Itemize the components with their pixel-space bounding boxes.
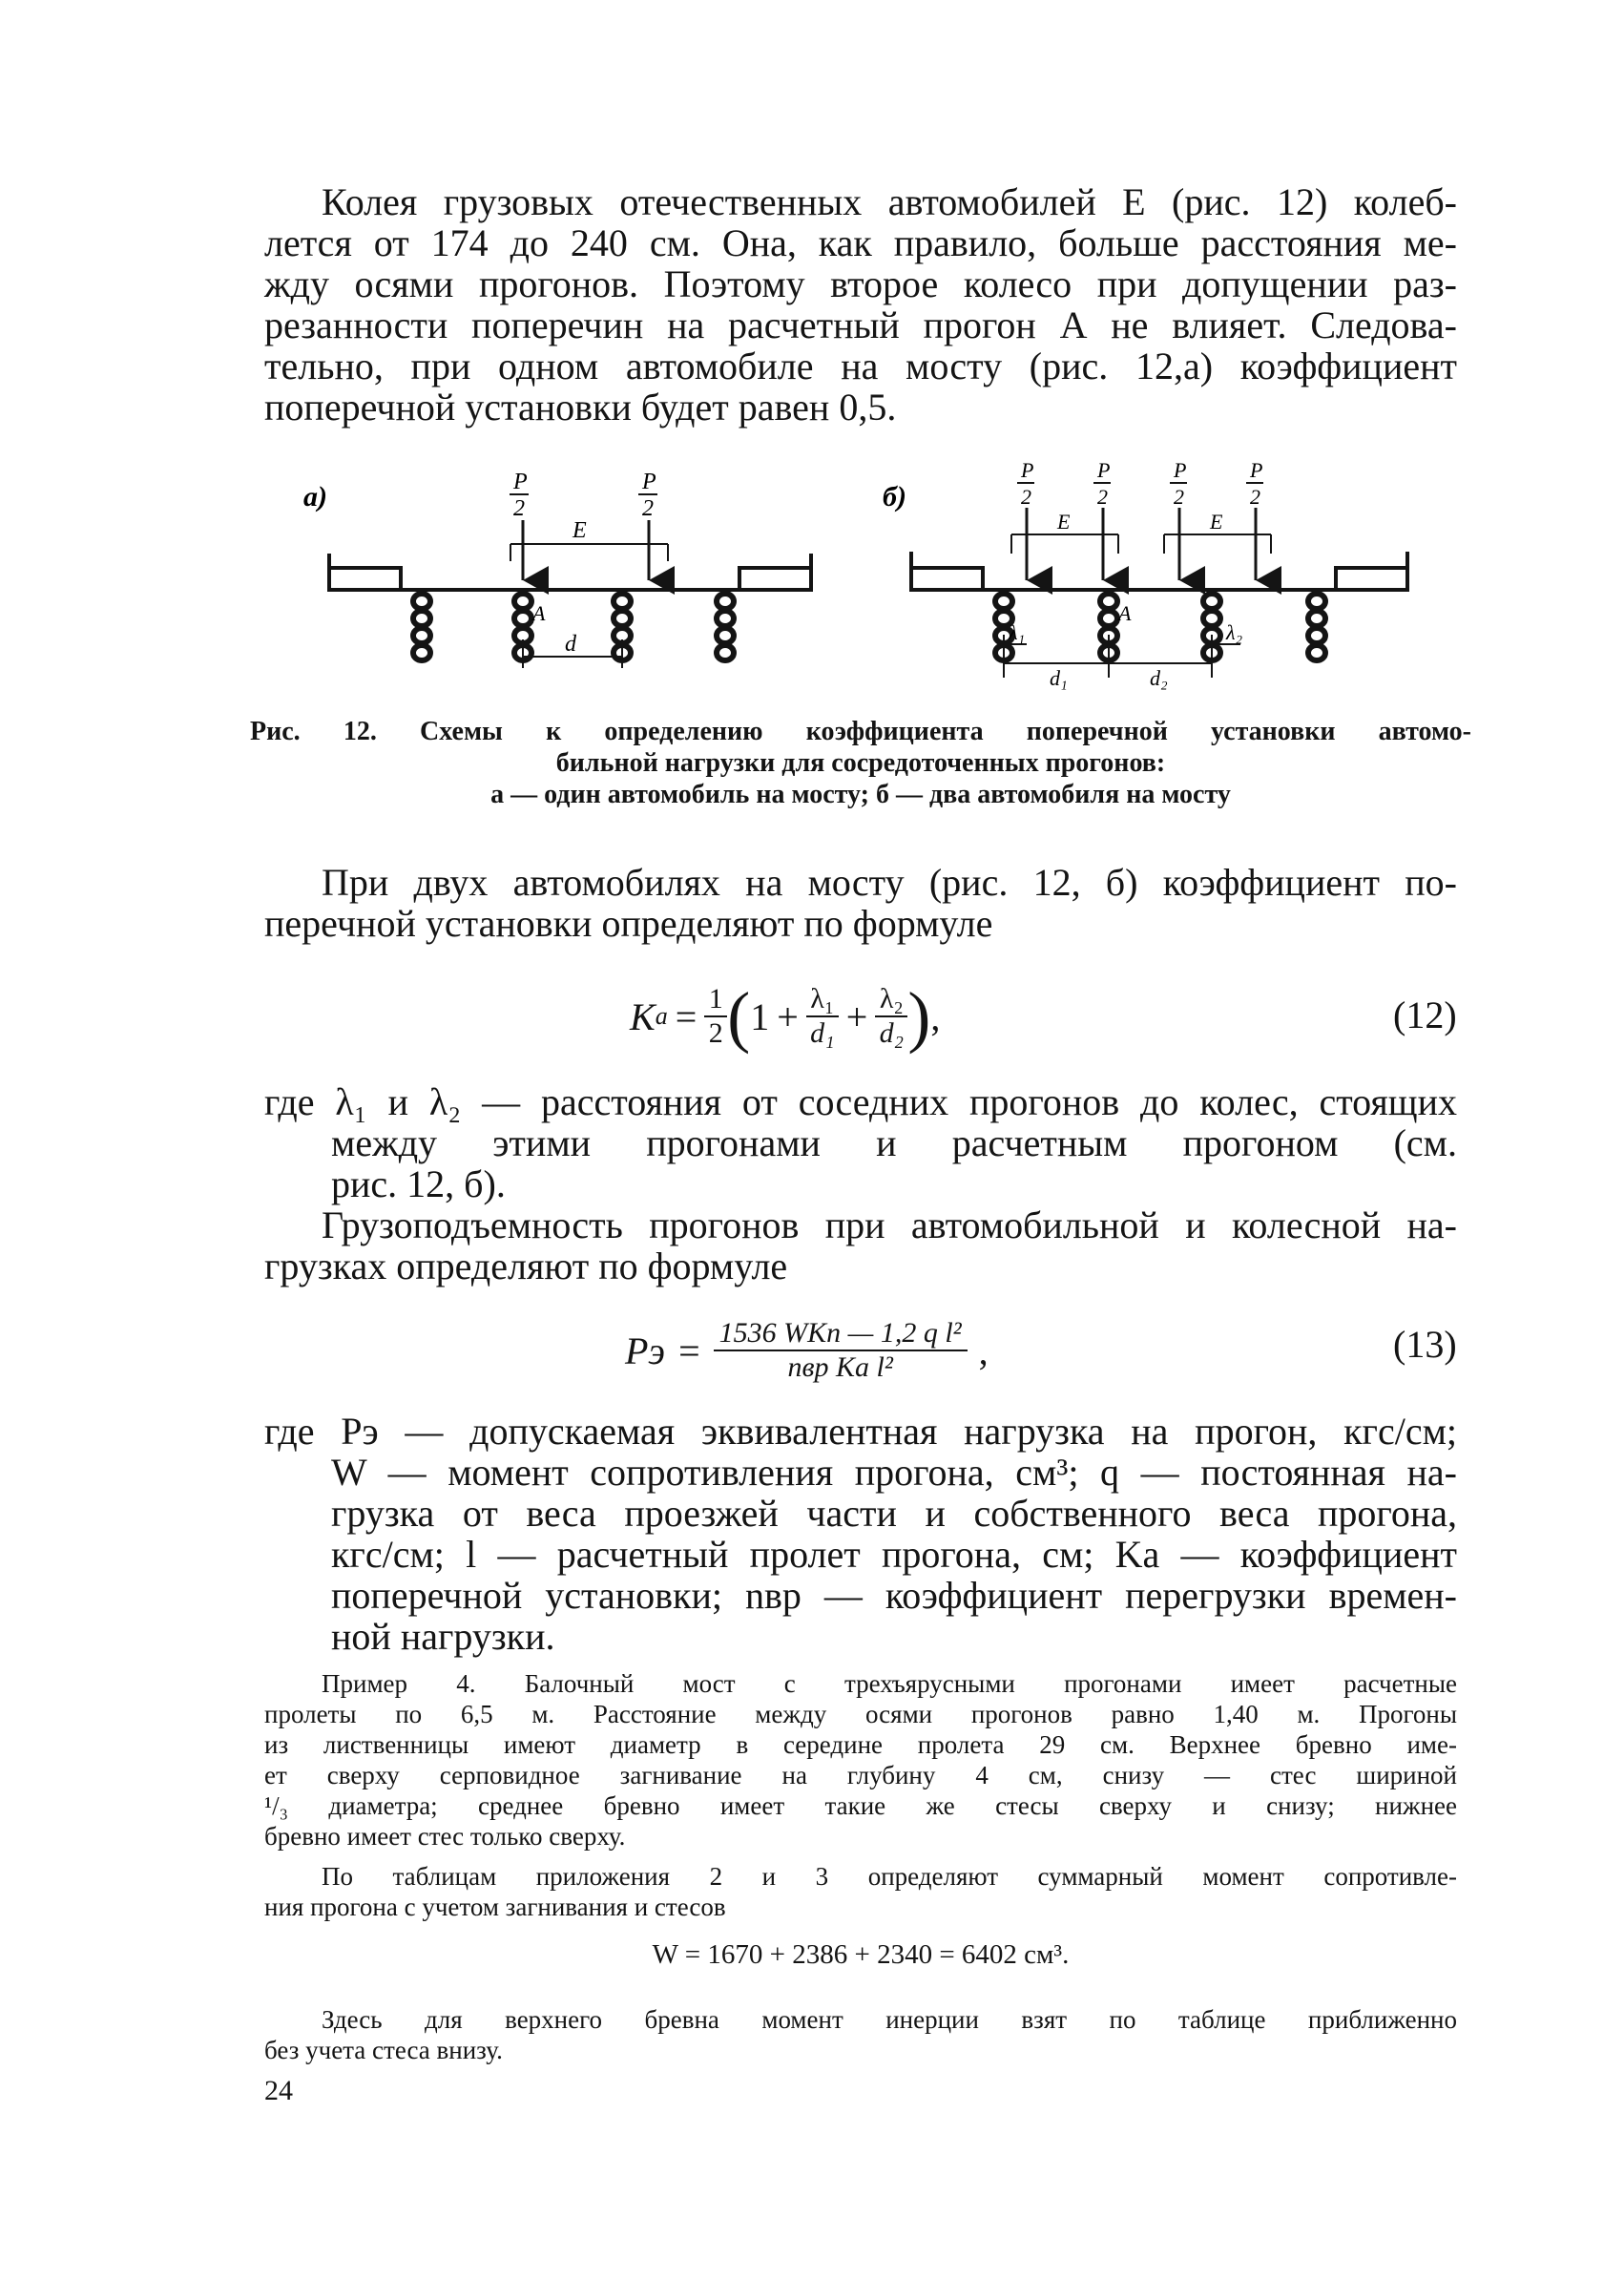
example-4-moment-text: По таблицам приложения 2 и 3 определяют суммарный момент сопротивле- ния прогона с учетом загнивания и стесов (264, 1862, 1457, 1921)
text-line: поперечной установки будет равен 0,5. (264, 386, 897, 429)
svg-text:λ₁: λ₁ (1009, 620, 1026, 644)
page-number: 24 (264, 2075, 293, 2106)
equation-number-12: (12) (1393, 994, 1457, 1036)
paragraph-lambda-def: где λ₁ и λ₂ — расстояния от соседних прогонов до колес, стоящих между этими прогонами и расчетным прогоном (см. рис. 12, б). (264, 1080, 1457, 1205)
equation-number-13: (13) (1393, 1323, 1457, 1366)
text-line: Колея грузовых отечественных автомобилей Е (рис. 12) колеб- (322, 180, 1457, 223)
svg-text:P: P (1174, 458, 1187, 482)
label-E2-scheme-b: E (1210, 510, 1223, 534)
example-4-note: Здесь для верхнего бревна момент инерции взят по таблице приближенно без учета стеса внизу. (264, 2005, 1457, 2064)
svg-text:d₁: d₁ (1050, 666, 1068, 690)
deck-b (911, 552, 1407, 590)
load-a (510, 470, 668, 580)
svg-text:2: 2 (513, 496, 525, 521)
svg-text:2: 2 (1097, 485, 1108, 509)
svg-text:d: d (565, 632, 576, 657)
beam-b-4 (1308, 594, 1325, 660)
example-4-equation: W = 1670 + 2386 + 2340 = 6402 см³. (652, 1939, 1070, 1970)
svg-text:2: 2 (642, 496, 654, 521)
paragraph-two-cars: При двух автомобилях на мосту (рис. 12, б) коэффициент по- перечной установки определяют по формуле (264, 861, 1457, 945)
text-line: жду осями прогонов. Поэтому второе колесо при допущении раз- (264, 262, 1457, 305)
svg-text:P: P (513, 470, 528, 494)
svg-text:P: P (642, 470, 656, 494)
svg-text:d₂: d₂ (1150, 666, 1168, 690)
beam-a-1 (413, 594, 430, 660)
svg-text:λ₂: λ₂ (1226, 620, 1243, 644)
formula-13: Pэ = 1536 WKп — 1,2 q l² nвр Ka l² , (625, 1317, 989, 1383)
svg-text:2: 2 (1250, 485, 1260, 509)
text-line: резанности поперечин на расчетный прогон А не влияет. Следова- (264, 303, 1457, 346)
text-line: лется от 174 до 240 см. Она, как правило, больше расстояния ме- (264, 221, 1457, 264)
label-E-scheme-a: E (573, 518, 587, 543)
svg-text:P: P (1097, 458, 1111, 482)
label-scheme-a: а) (303, 481, 327, 513)
paragraph-variable-defs: где Pэ — допускаемая эквивалентная нагрузка на прогон, кгс/см; W — момент сопротивления прогона, см³; q — постоянная на- грузка от веса проезжей части и собственного веса прогона, кгс/см; l — расчетный пролет прогона, см; Ka — коэффициент поперечной установки; nвр — коэффициент перегрузки времен- ной нагрузки. (264, 1410, 1457, 1658)
svg-text:P: P (1021, 458, 1034, 482)
label-A-scheme-b: A (1118, 601, 1132, 625)
svg-text:2: 2 (1174, 485, 1184, 509)
dimension-d (523, 632, 622, 668)
svg-text:2: 2 (1021, 485, 1031, 509)
deck-a (329, 554, 811, 590)
beam-a-4 (717, 594, 734, 660)
paragraph-intro (264, 181, 1457, 428)
formula-12: K a = 1 2 ( 1 + λ₁ d₁ + λ₂ d₂ ) , (630, 977, 941, 1055)
label-scheme-b: б) (883, 481, 906, 513)
label-A-scheme-a: A (532, 601, 546, 625)
svg-text:P: P (1250, 458, 1263, 482)
load-b (1011, 458, 1271, 580)
figure-caption: Рис. 12. Схемы к определению коэффициента поперечной установки автомо- бильной нагрузки для сосредоточенных прогонов: а — один автомобиль на мосту; б — два автомобиля на мосту (250, 717, 1471, 809)
example-4: Пример 4. Балочный мост с трехъярусными прогонами имеет расчетные пролеты по 6,5 м. Расстояние между осями прогонов равно 1,40 м. Прогоны из лиственницы имеют диаметр в середине пролета 29 см. Верхнее бревно име- ет сверху серповидное загнивание на глубину 4 см, снизу — стес шириной ¹/₃ диаметра; среднее бревно имеет такие же стесы сверху и снизу; нижнее бревно имеет стес только сверху. (264, 1669, 1457, 1851)
paragraph-capacity: Грузоподъемность прогонов при автомобильной и колесной на- грузках определяют по формуле (264, 1203, 1457, 1287)
text-line: тельно, при одном автомобиле на мосту (рис. 12,а) коэффициент (264, 345, 1457, 387)
label-E1-scheme-b: E (1057, 510, 1071, 534)
figure-12-schemes (286, 449, 1479, 697)
